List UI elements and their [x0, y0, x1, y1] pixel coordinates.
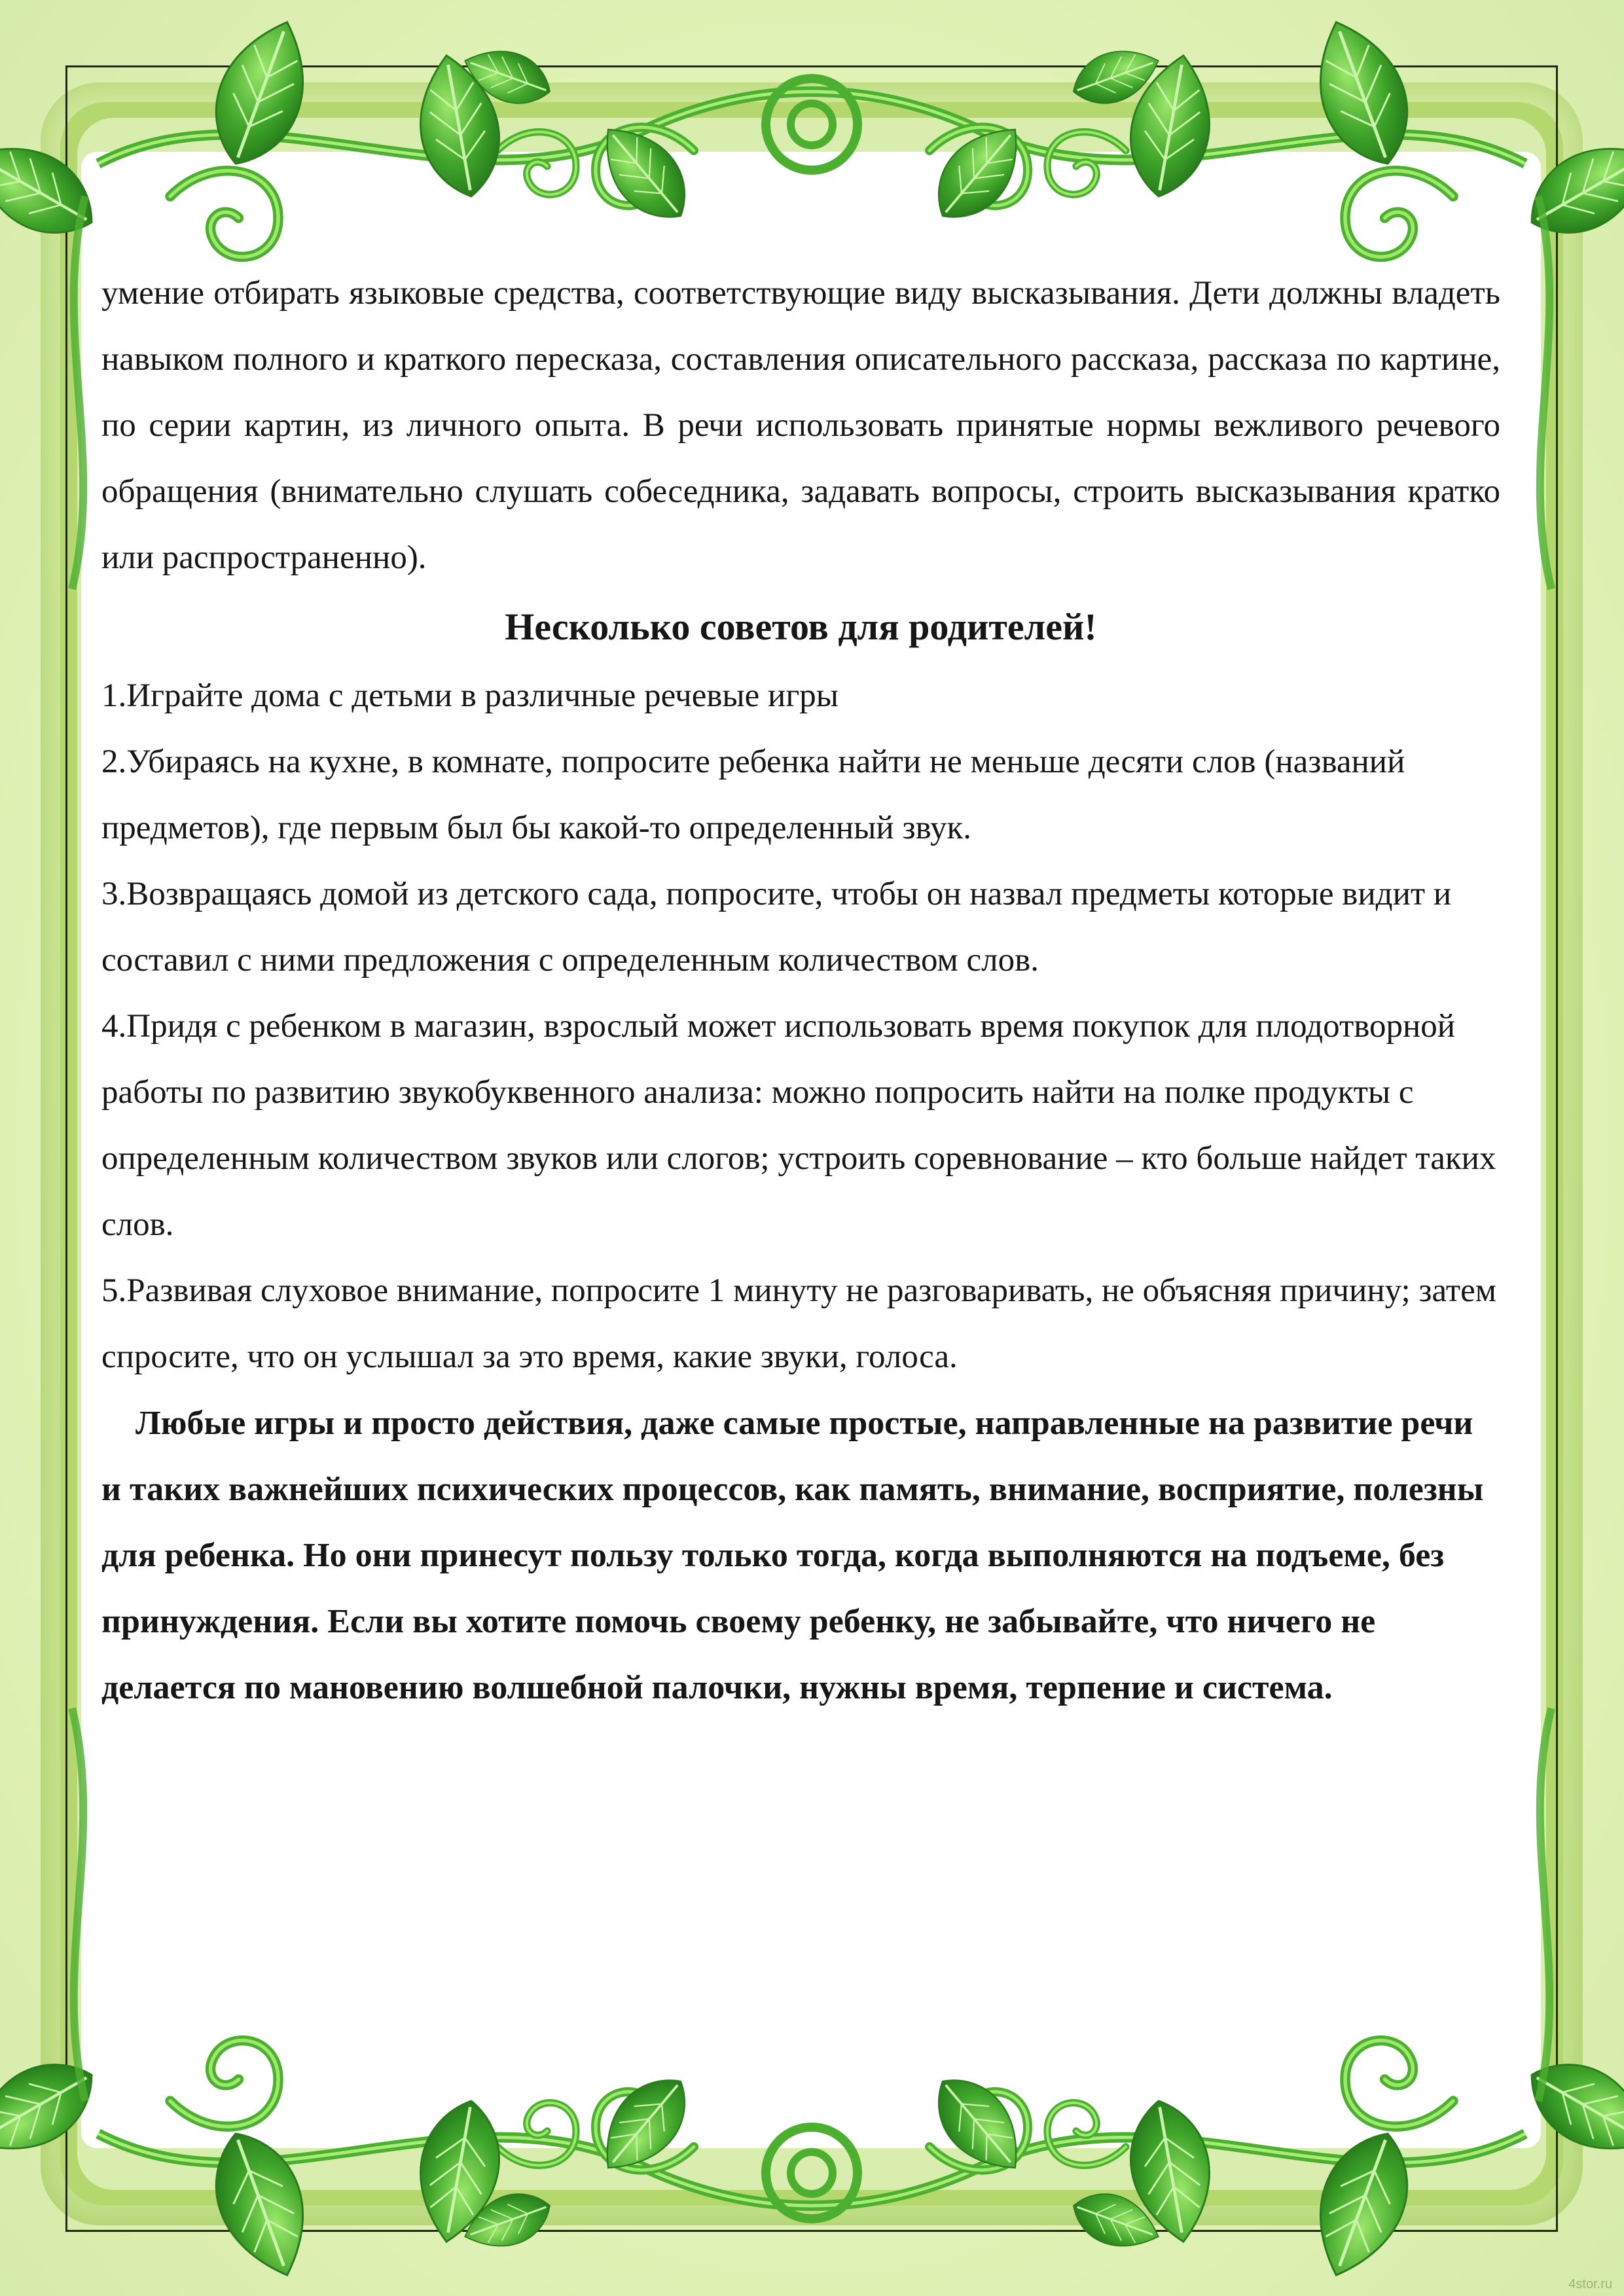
tip-item: 1.Играйте дома с детьми в различные речевые игры	[101, 677, 839, 714]
document-body	[101, 260, 1500, 1721]
advice-heading: Несколько советов для родителей!	[505, 605, 1097, 648]
tip-item: 3.Возвращаясь домой из детского сада, попросите, чтобы он назвал предметы которые видит и составил с ними предложения с определенным количеством слов.	[101, 876, 1452, 978]
closing-paragraph: Любые игры и просто действия, даже самые простые, направленные на развитие речи и таких важнейших психических процессов, как память, внимание, восприятие, полезны для ребенка. Но они принесут пользу только тогда, когда выполняются на подъеме, без принуждения. Если вы хотите помочь своему ребенку, не забывайте, что ничего не делается по мановению волшебной палочки, нужны время, терпение и система.	[101, 1405, 1484, 1706]
tip-item: 5.Развивая слуховое внимание, попросите 1 минуту не разговаривать, не объясняя причину; затем спросите, что он услышал за это время, какие звуки, голоса.	[101, 1272, 1497, 1375]
tip-item: 2.Убираясь на кухне, в комнате, попросите ребенка найти не меньше десяти слов (названий предметов), где первым был бы какой-то определенный звук.	[101, 744, 1405, 846]
tip-item: 4.Придя с ребенком в магазин, взрослый может использовать время покупок для плодотворной работы по развитию звукобуквенного анализа: можно попросить найти на полке продукты с определенным количеством звуков или слогов; устроить соревнование – кто больше найдет таких слов.	[101, 1008, 1496, 1243]
watermark-text: 4stor.ru	[1568, 2277, 1612, 2291]
intro-paragraph: умение отбирать языковые средства, соответствующие виду высказывания. Дети должны владеть навыком полного и краткого пересказа, составления описательного рассказа, рассказа по картине, по серии картин, из личного опыта. В речи использовать принятые нормы вежливого речевого обращения (внимательно слушать собеседника, задавать вопросы, строить высказывания кратко или распространенно).	[101, 275, 1500, 576]
